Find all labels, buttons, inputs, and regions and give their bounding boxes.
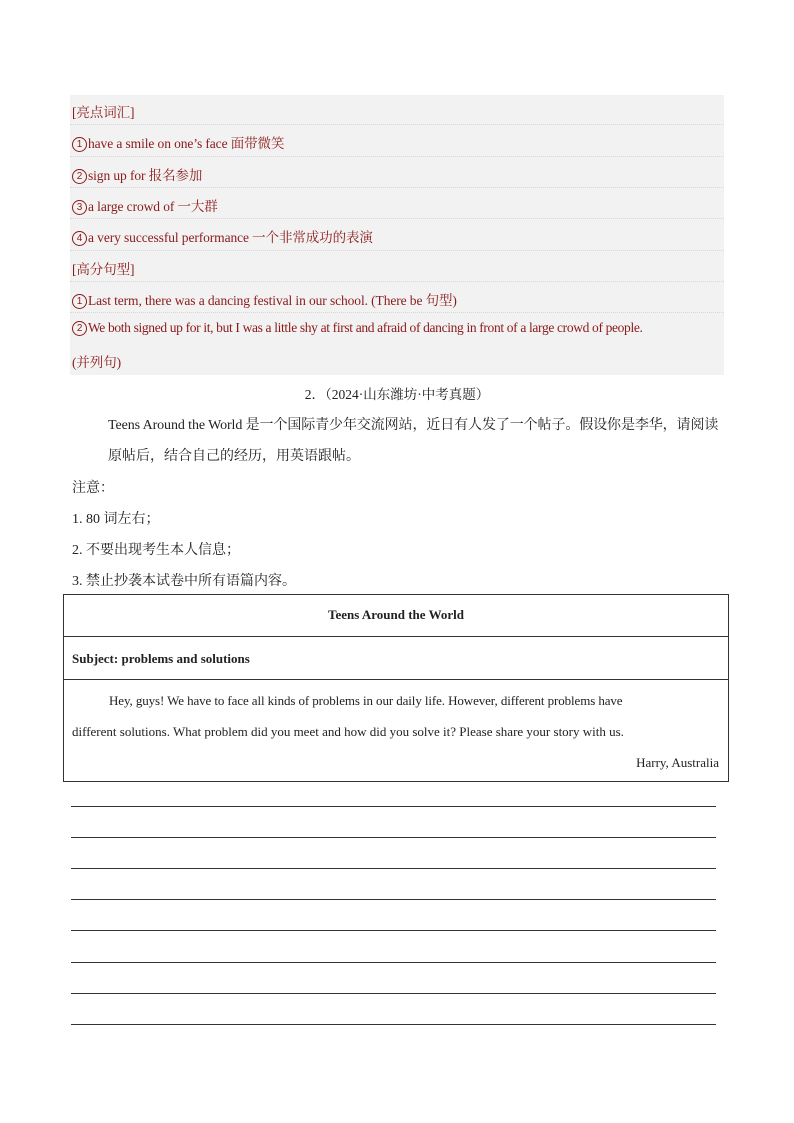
vocab-item [72,226,373,246]
answer-line[interactable] [71,993,716,994]
post-title: Teens Around the World [328,607,464,622]
vocab-text: have a smile on one’s face 面带微笑 [88,136,285,151]
answer-line[interactable] [71,1024,716,1025]
sentence-text: We both signed up for it, but I was a little shy at first and afraid of dancing in front of a large crowd of people. [88,320,643,335]
vocab-header: [亮点词汇] [72,105,135,120]
notes-label: 注意： [72,481,114,496]
divider [70,281,724,282]
vocab-item [72,164,202,184]
note-item: 1. 80 词左右； [72,512,160,527]
answer-line[interactable] [71,868,716,869]
circled-number: 1 [72,137,87,152]
circled-number: 2 [72,169,87,184]
intro-line: 原帖后，结合自己的经历，用英语跟帖。 [108,449,360,464]
answer-line[interactable] [71,837,716,838]
vocab-text: a very successful performance 一个非常成功的表演 [88,230,373,245]
note-item: 3. 禁止抄袭本试卷中所有语篇内容。 [72,574,296,589]
forum-post [63,594,729,782]
answer-line[interactable] [71,899,716,900]
divider [70,218,724,219]
sentence-type-tag: (并列句) [72,355,121,370]
answer-line[interactable] [71,962,716,963]
post-signature: Harry, Australia [636,755,719,770]
vocab-item [72,195,218,215]
divider [64,679,728,680]
circled-number: 4 [72,231,87,246]
circled-number: 3 [72,200,87,215]
circled-number: 2 [72,321,87,336]
vocab-text: sign up for 报名参加 [88,168,203,183]
divider [70,156,724,157]
answer-line[interactable] [71,806,716,807]
sentence-text: Last term, there was a dancing festival in our school. (There be 句型) [88,293,457,308]
sentence-item [72,320,643,336]
post-subject: Subject: problems and solutions [72,651,250,666]
vocab-item [72,132,284,152]
note-item: 2. 不要出现考生本人信息； [72,543,240,558]
divider [70,312,724,313]
circled-number: 1 [72,294,87,309]
divider [64,636,728,637]
post-body-line: Hey, guys! We have to face all kinds of problems in our daily life. However, different problems have [109,693,623,708]
question-heading: 2．（2024·山东潍坊·中考真题） [304,387,490,402]
divider [70,124,724,125]
vocab-text: a large crowd of 一大群 [88,199,218,214]
answer-line[interactable] [71,930,716,931]
post-body-line: different solutions. What problem did you meet and how did you solve it? Please share your story with us. [72,724,624,739]
sentence-item [72,289,457,309]
sentence-header: [高分句型] [72,262,135,277]
intro-line: Teens Around the World 是一个国际青少年交流网站，近日有人发了一个帖子。假设你是李华，请阅读 [108,418,719,433]
divider [70,250,724,251]
divider [70,187,724,188]
